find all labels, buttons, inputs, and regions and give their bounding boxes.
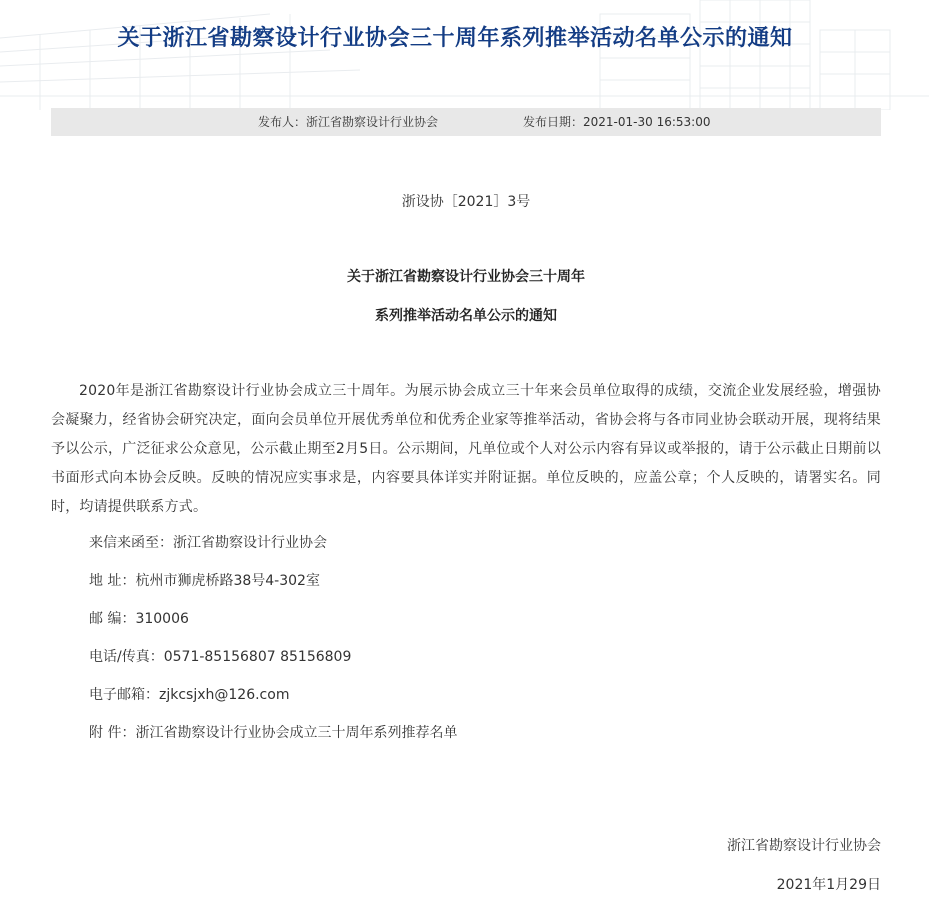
header-building-watermark [0, 0, 929, 110]
publisher-label: 发布人： [258, 115, 307, 129]
document-number: 浙设协［2021］3号 [401, 194, 531, 210]
publisher-value: 浙江省勘察设计行业协会 [306, 115, 439, 129]
publish-date-value: 2021-01-30 16:53:00 [583, 115, 711, 129]
publish-date-info [523, 108, 710, 136]
publisher-info [258, 108, 438, 136]
publish-date-label: 发布日期： [523, 115, 584, 129]
signature-organization: 浙江省勘察设计行业协会 [727, 838, 881, 854]
article-header [0, 0, 929, 110]
contact-attachment: 附 件：浙江省勘察设计行业协会成立三十周年系列推荐名单 [89, 725, 458, 741]
article-meta-bar [51, 108, 881, 136]
document-heading-line-1: 关于浙江省勘察设计行业协会三十周年 [347, 269, 585, 285]
contact-address: 地 址：杭州市狮虎桥路38号4-302室 [89, 573, 320, 589]
page-title: 关于浙江省勘察设计行业协会三十周年系列推举活动名单公示的通知 [117, 26, 793, 51]
body-paragraph: 2020年是浙江省勘察设计行业协会成立三十周年。为展示协会成立三十年来会员单位取得的成绩，交流企业发展经验，增强协会凝聚力，经省协会研究决定，面向会员单位开展优秀单位和优秀企业家等推举活动，省协会将与各市同业协会联动开展，现将结果予以公示，广泛征求公众意见，公示截止期至2月5日。公示期间，凡单位或个人对公示内容有异议或举报的，请于公示截止日期前以书面形式向本协会反映。反映的情况应实事求是，内容要具体详实并附证据。单位反映的，应盖公章；个人反映的，请署实名。同时，均请提供联系方式。 [51, 383, 881, 515]
contact-phone: 电话/传真：0571-85156807 85156809 [89, 649, 352, 665]
contact-recipient: 来信来函至：浙江省勘察设计行业协会 [89, 535, 327, 551]
signature-date: 2021年1月29日 [776, 877, 881, 893]
document-heading-line-2: 系列推举活动名单公示的通知 [375, 308, 557, 324]
contact-email: 电子邮箱：zjkcsjxh@126.com [89, 687, 290, 703]
contact-postcode: 邮 编：310006 [89, 611, 189, 627]
